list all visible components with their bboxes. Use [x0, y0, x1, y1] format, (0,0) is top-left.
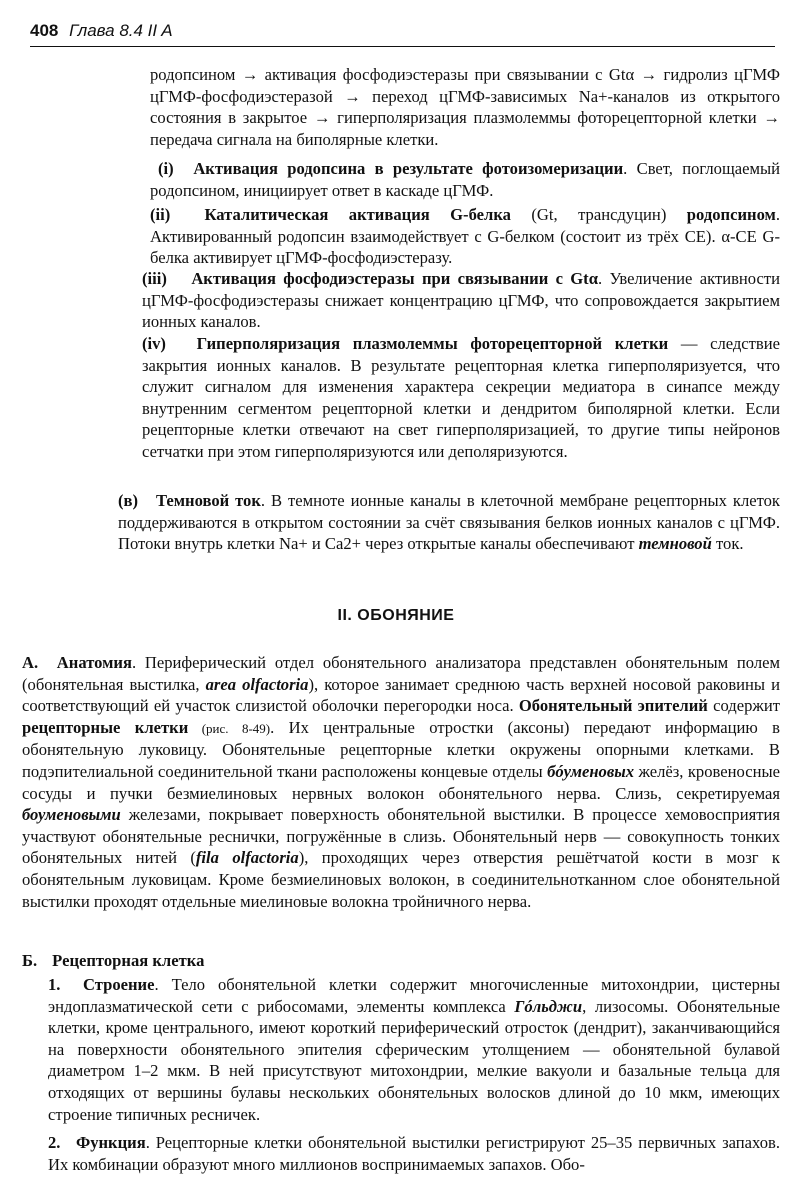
receptor-heading [22, 950, 780, 972]
function-paragraph [48, 1132, 780, 1175]
anatomy-text-3: содержит [707, 696, 780, 716]
anatomy-figure-ref: (рис. 8-49) [188, 720, 271, 736]
anatomy-italic-1: бóуменовых [547, 761, 635, 781]
item-iv [142, 333, 780, 463]
structure-paragraph [48, 974, 780, 1125]
item-ii-text: . Активированный родопсин взаимодействует с G-белком (состоит из трёх СЕ). α-СЕ G-белка активирует цГМФ-фосфодиэстеразу. [150, 205, 781, 268]
running-header [30, 18, 775, 47]
dark-current-text1: . В темноте ионные каналы в клеточной мембране рецепторных клеток поддерживаются в открытом состоянии за счёт связывания белков ионных каналов с цГМФ. Потоки внутрь клетки Na+ и Ca2+ через открытые каналы обеспечивают [118, 491, 780, 554]
intro-paragraph [150, 64, 780, 150]
structure-text-2: , лизосомы. Обонятельные клетки, кроме центрального, имеют короткий периферический отросток (дендрит), заканчивающийся на поверхности обонятельного эпителия сферическим утолщением — обонятельной булавой диаметром 1–2 мкм. В ней присутствуют митохондрии, мелкие вакуоли и базальные тельца для отходящих от вершины булавы нескольких обонятельных волосков длиной до 10 мкм, имеющих строение типичных ресничек. [48, 996, 780, 1124]
intro-text: родопсином → активация фосфодиэстеразы при связывании с Gtα → гидролиз цГМФ цГМФ-фосфодиэстеразой → переход цГМФ-зависимых Na+-каналов из открытого состояния в закрытое → гиперполяризация плазмолеммы фоторецепторной клетки → передача сигнала на биполярные клетки. [150, 65, 780, 149]
item-i [150, 158, 780, 201]
item-iii [142, 268, 780, 333]
anatomy-latin-2: fila olfactoria [195, 848, 299, 868]
anatomy-text-2: ), которое занимает среднюю часть верхней носовой раковины и соответствующий ей участок слизистой оболочки перегородки носа. [22, 674, 781, 716]
item-iv-text: — следствие закрытия ионных каналов. В результате рецепторная клетка гиперполяризуется, что служит сигналом для изменения характера секреции медиатора в синапсе между внутренним сегментом рецепторной клетки и дендритом биполярной клетки. Если рецепторные клетки отвечают на свет гиперполяризацией, то другие типы нейронов сетчатки при этом гиперполяризуются или деполяризуются. [142, 334, 781, 461]
item-iv-title: Гиперполяризация плазмолеммы фоторецепторной клетки [196, 334, 669, 353]
receptor-marker: Б. [22, 951, 38, 970]
item-ii [150, 204, 780, 269]
anatomy-bold-2: рецепторные клетки [22, 717, 189, 737]
running-title: Глава 8.4 II A [69, 21, 173, 40]
section-title: II. ОБОНЯНИЕ [337, 607, 455, 624]
function-marker: 2. [48, 1133, 61, 1152]
anatomy-text-1: . Периферический отдел обонятельного анализатора представлен обонятельным полем (обонятельная выстилка, [22, 653, 780, 694]
anatomy-text-5: желёз, кровеносные сосуды и пучки безмиелиновых нервных волокон обонятельного нерва. Слизь, секретируемая [22, 761, 780, 803]
item-iii-marker: (iii) [142, 269, 167, 288]
item-ii-marker: (ii) [150, 205, 171, 224]
anatomy-title: Анатомия [56, 653, 132, 672]
item-iii-title: Активация фосфодиэстеразы при связывании с Gtα [191, 269, 598, 288]
structure-marker: 1. [48, 975, 61, 994]
dark-current-italic: темновой [638, 534, 712, 554]
dark-current-marker: (в) [118, 491, 139, 510]
dark-current-text2: ток. [711, 534, 744, 554]
item-ii-title: Каталитическая активация G-белка [204, 205, 511, 224]
item-iii-text: . Увеличение активности цГМФ-фосфодиэстеразы снижает концентрацию цГМФ, что сопровождается закрытием ионных каналов. [142, 269, 781, 332]
item-ii-title2: родопсином [686, 205, 776, 224]
anatomy-text-4: . Их центральные отростки (аксоны) передают информацию в обонятельную луковицу. Обонятельные рецепторные клетки окружены опорными клетками. В подэпителиальной соединительной ткани расположены концевые отделы [22, 717, 780, 781]
page-number: 408 [30, 21, 59, 40]
anatomy-latin-1: area olfactoria [205, 674, 309, 694]
receptor-title: Рецепторная клетка [52, 951, 205, 970]
structure-title: Строение [82, 975, 155, 994]
item-iv-marker: (iv) [142, 334, 166, 353]
dark-current-title: Темновой ток [155, 491, 261, 510]
structure-italic: Гóльджи [514, 996, 583, 1016]
item-i-title: Активация родопсина в результате фотоизомеризации [193, 159, 624, 178]
item-ii-mid: (Gt, трансдуцин) [510, 205, 687, 224]
anatomy-italic-2: боуменовыми [22, 805, 121, 825]
structure-text-1: . Тело обонятельной клетки содержит многочисленные митохондрии, цистерны эндоплазматической сети с рибосомами, элементы комплекса [48, 975, 780, 1016]
item-i-text: . Свет, поглощаемый родопсином, инициирует ответ в каскаде цГМФ. [150, 159, 780, 200]
anatomy-paragraph [22, 652, 780, 912]
item-i-marker: (i) [158, 159, 174, 178]
anatomy-text-6: железами, покрывает поверхность обонятельной выстилки. В процессе хемовосприятия участвуют обонятельные реснички, погружённые в слизь. Обонятельный нерв — совокупность тонких обонятельных нитей ( [22, 805, 780, 868]
anatomy-marker: А. [22, 653, 39, 672]
anatomy-text-7: ), проходящих через отверстия решётчатой кости в мозг к обонятельным луковицам. Кроме безмиелиновых волокон, в соединительнотканном слое обонятельной выстилки проходят отдельные миелиновые волокна тройничного нерва. [22, 848, 780, 911]
anatomy-bold-1: Обонятельный эпителий [518, 696, 708, 716]
dark-current [118, 490, 780, 555]
function-title: Функция [75, 1133, 146, 1152]
function-text: . Рецепторные клетки обонятельной выстилки регистрируют 25–35 первичных запахов. Их комбинации образуют много миллионов воспринимаемых запахов. Обо- [48, 1133, 780, 1174]
